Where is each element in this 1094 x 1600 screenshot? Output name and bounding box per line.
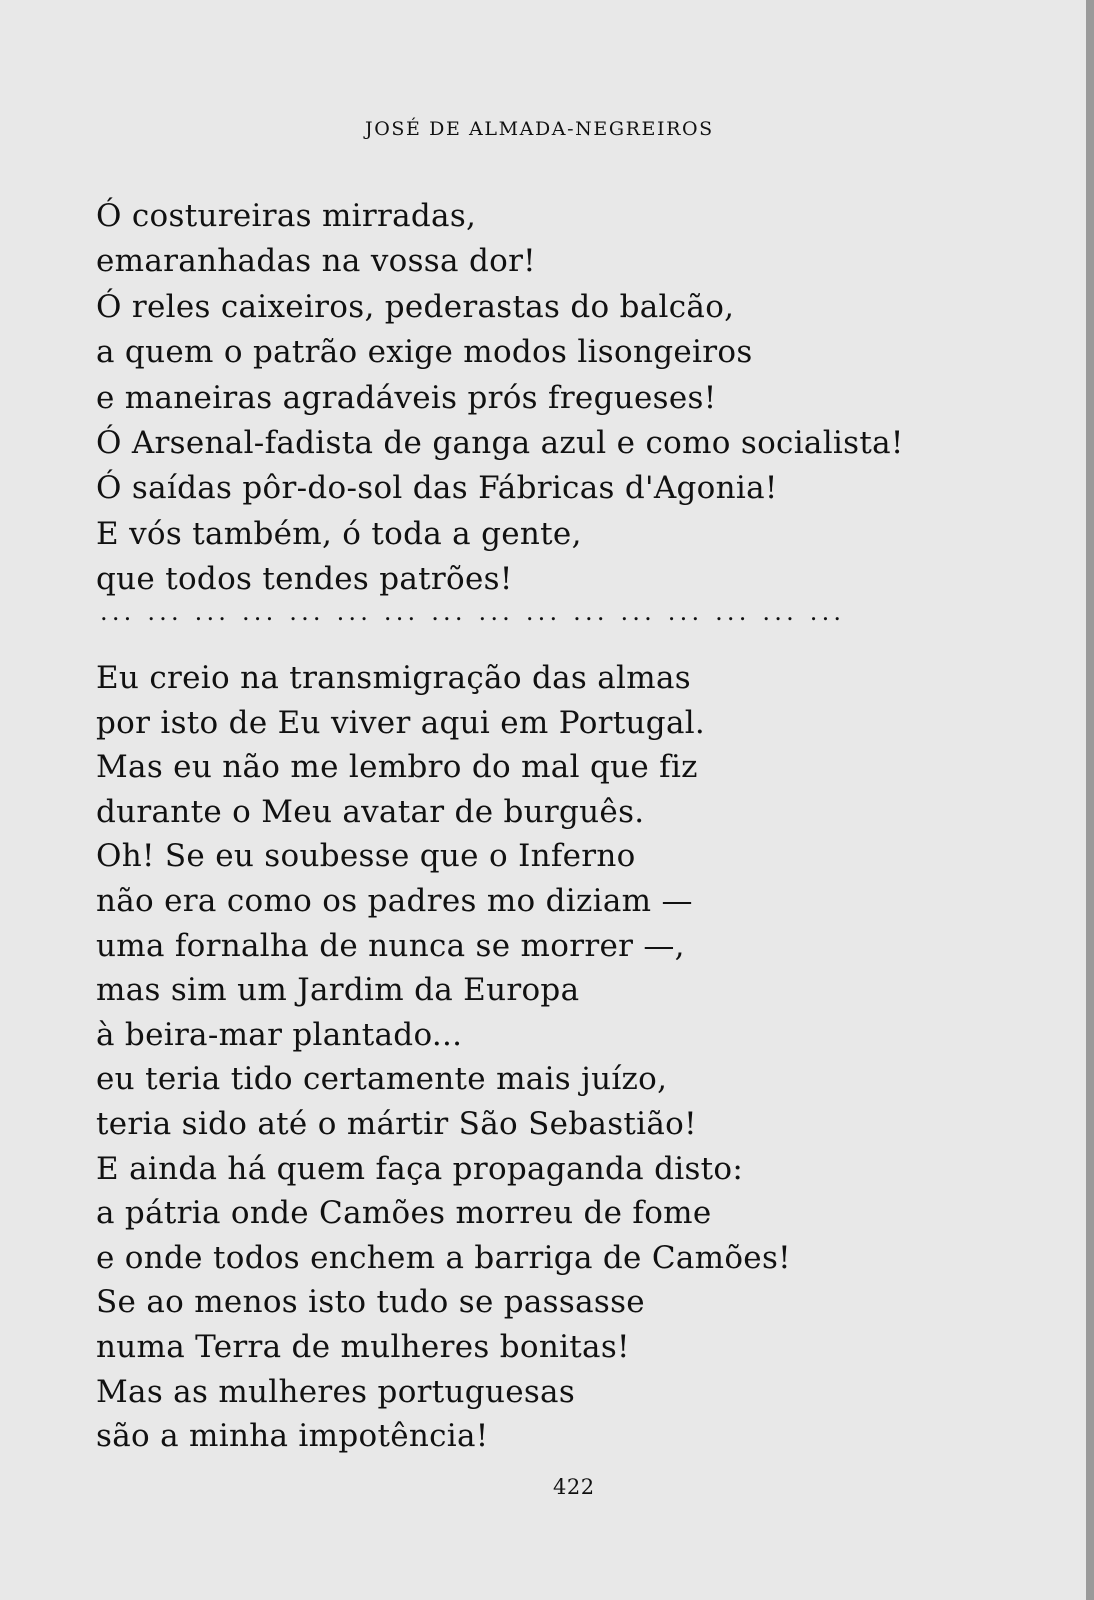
poem-line: durante o Meu avatar de burguês. (96, 793, 645, 830)
page-edge-shadow (1086, 0, 1094, 1600)
poem-line: por isto de Eu viver aqui em Portugal. (96, 704, 706, 741)
poem-line: Eu creio na transmigração das almas (96, 660, 691, 696)
poem-line: numa Terra de mulheres bonitas! (96, 1328, 630, 1365)
poem-line: Ó reles caixeiros, pederastas do balcão, (96, 288, 735, 325)
poem-stanza-1 (96, 194, 1026, 603)
poem-line: uma fornalha de nunca se morrer —, (96, 927, 685, 964)
poem-line: Se ao menos isto tudo se passasse (96, 1284, 645, 1321)
poem-line: emaranhadas na vossa dor! (96, 243, 536, 280)
poem-line: a pátria onde Camões morreu de fome (96, 1195, 712, 1232)
poem-line: E ainda há quem faça propaganda disto: (96, 1150, 744, 1187)
page-number: 422 (553, 1475, 595, 1499)
poem-line: a quem o patrão exige modos lisongeiros (96, 334, 753, 371)
poem-line: teria sido até o mártir São Sebastião! (96, 1105, 697, 1142)
poem-line: E vós também, ó toda a gente, (96, 515, 582, 552)
poem-line: mas sim um Jardim da Europa (96, 972, 580, 1009)
poem-line: Ó saídas pôr-do-sol das Fábricas d'Agonia! (96, 470, 778, 507)
poem-line: que todos tendes patrões! (96, 561, 513, 598)
poem-line: à beira-mar plantado... (96, 1016, 463, 1053)
poem-line: são a minha impotência! (96, 1418, 489, 1455)
poem-line: não era como os padres mo diziam — (96, 882, 693, 919)
poem-line: Mas as mulheres portuguesas (96, 1373, 576, 1410)
poem-line: Oh! Se eu soubesse que o Inferno (96, 838, 636, 875)
poem-line: Mas eu não me lembro do mal que fiz (96, 749, 698, 786)
running-head: JOSÉ DE ALMADA-NEGREIROS (365, 118, 714, 140)
poem-stanza-2 (96, 656, 1026, 1459)
poem-line: Ó Arsenal-fadista de ganga azul e como socialista! (96, 424, 904, 461)
ellipsis-separator: ... ... ... ... ... ... ... ... ... ... ... ... ... ... ... ... (100, 598, 846, 626)
poem-line: e onde todos enchem a barriga de Camões! (96, 1239, 791, 1276)
poem-line: Ó costureiras mirradas, (96, 198, 477, 234)
poem-line: e maneiras agradáveis prós fregueses! (96, 379, 717, 416)
poem-line: eu teria tido certamente mais juízo, (96, 1061, 668, 1098)
